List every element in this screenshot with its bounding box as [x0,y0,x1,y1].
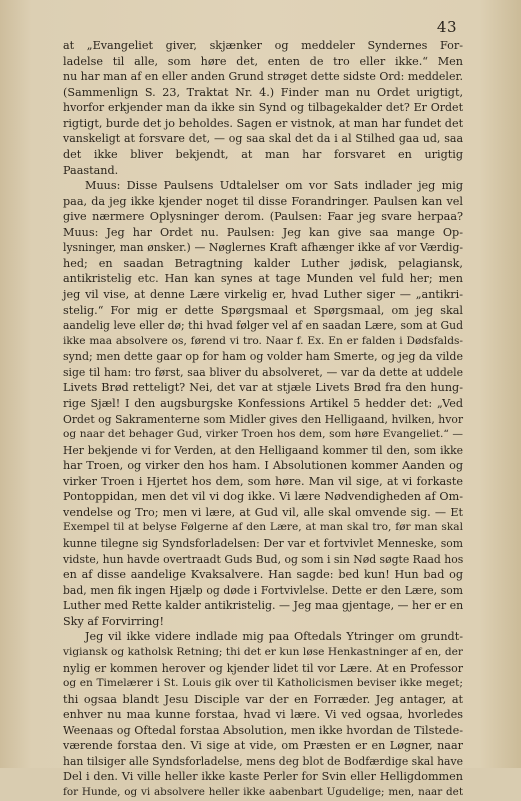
text-line: for Hunde, og vi absolvere heller ikke aabenbart Ugudelige; men, naar det [63,786,463,798]
text-line: bad, men fik ingen Hjælp og døde i Fortvivlelse. Dette er den Lære, som [63,583,463,597]
text-line: jeg vil vise, at denne Lære virkelig er, hvad Luther siger — „antikri- [63,288,463,301]
text-line: paa, da jeg ikke kjender noget til disse Forandringer. Paulsen kan vel [63,194,463,208]
text-line: har Troen, og virker den hos ham. I Absolutionen kommer Aanden og [63,459,463,473]
text-line: og en Timelærer i St. Louis gik over til Katholicismen beviser ikke meget; [63,677,463,690]
text-line: Jeg vil ikke videre indlade mig paa Oftedals Ytringer om grundt- [85,630,463,644]
text-line: vidste, hun havde overtraadt Guds Bud, og som i sin Nød søgte Raad hos [63,552,464,566]
text-line: ikke maa absolvere os, førend vi tro. Naar f. Ex. En er falden i Dødsfalds- [63,334,463,347]
text-line: (Sammenlign S. 23, Traktat Nr. 4.) Finder man nu Ordet urigtigt, [63,85,463,99]
text-line: kunne tilegne sig Syndsforladelsen: Der var et fortvivlet Menneske, som [63,537,463,550]
text-line: hed; en saadan Betragtning kalder Luther jødisk, pelagiansk, [63,256,463,270]
text-line: og naar det behager Gud, virker Troen hos dem, som høre Evangeliet.“ — [63,428,463,441]
text-line: Her bekjende vi for Verden, at den Helligaand kommer til den, som ikke [63,443,463,457]
text-line: hvorfor erkjender man da ikke sin Synd og tilbagekalder det? Er Ordet [63,101,463,115]
text-line: thi ogsaa blandt Jesu Disciple var der en Forræder. Jeg antager, at [63,692,463,706]
text-line: virker Troen i Hjertet hos dem, som høre. Man vil sige, at vi forkaste [63,474,463,488]
text-line: nu har man af en eller anden Grund strøget dette sidste Ord: meddeler. [63,70,463,84]
text-line: synd; men dette gaar op for ham og volder ham Smerte, og jeg da vilde [63,350,463,364]
text-line: det ikke bliver bekjendt, at man har forsvaret en urigtig [63,147,463,161]
text-line: aandelig leve eller dø; thi hvad følger vel af en saadan Lære, som at Gud [63,319,463,333]
text-line: ladelse til alle, som høre det, enten de tro eller ikke.“ Men [63,54,463,68]
text-line: lysninger, man ønsker.) — Nøglernes Kraft afhænger ikke af vor Værdig- [63,241,463,255]
text-line: Pontoppidan, men det vil vi dog ikke. Vi lære Nødvendigheden af Om- [63,490,463,504]
text-line: at „Evangeliet giver, skjænker og meddeler Syndernes For- [63,39,463,52]
text-line: Muus: Jeg har Ordet nu. Paulsen: Jeg kan give saa mange Op- [63,225,463,239]
text-line: vigiansk og katholsk Retning; thi det er kun løse Henkastninger af en, der [63,645,463,658]
text-line: vendelse og Tro; men vi lære, at Gud vil, alle skal omvende sig. — Et [63,505,463,519]
text-line: Luther med Rette kalder antikristelig. — Jeg maa gjentage, — her er en [63,599,464,613]
text-line: Exempel til at belyse Følgerne af den Lære, at man skal tro, før man skal [63,521,463,534]
text-line: antikristelig etc. Han kan synes at tage Munden vel fuld her; men [63,272,463,286]
text-line: han tilsiger alle Syndsforladelse, mens deg blot de Bodfærdige skal have [63,754,463,768]
text-line: rigtigt, burde det jo beholdes. Sagen er vistnok, at man har fundet det [63,116,464,130]
text-line: nylig er kommen herover og kjender lidet til vor Lære. At en Professor [63,661,463,675]
text-line: vanskeligt at forsvare det, — og saa skal det da i al Stilhed gaa ud, saa [63,132,463,146]
text-line: Muus: Disse Paulsens Udtalelser om vor Sats indlader jeg mig [85,179,463,193]
text-line: Weenaas og Oftedal forstaa Absolution, men ikke hvordan de Tilstede- [63,723,463,737]
text-line: Sky af Forvirring! [63,614,164,628]
text-line: Paastand. [63,163,119,177]
text-line: Del i den. Vi ville heller ikke kaste Perler for Svin eller Helligdommen [63,770,463,784]
text-line: Ordet og Sakramenterne som Midler gives den Helligaand, hvilken, hvor [63,412,463,426]
text-line: rige Sjæl! I den augsburgske Konfessions Artikel 5 hedder det: „Ved [63,396,463,410]
text-line: Livets Brød retteligt? Nei, det var at stjæle Livets Brød fra den hung- [63,381,463,395]
text-line: enhver nu maa kunne forstaa, hvad vi lære. Vi ved ogsaa, hvorledes [63,708,463,722]
page-number: 43 [436,18,457,36]
text-line: en af disse aandelige Kvaksalvere. Han sagde: bed kun! Hun bad og [63,568,463,582]
text-line: stelig.“ For mig er dette Spørgsmaal et Spørgsmaal, om jeg skal [63,303,463,317]
body-text [63,38,463,801]
text-line: sige til ham: tro først, saa bliver du absolveret, — var da dette at uddele [63,365,463,379]
text-line: give nærmere Oplysninger derom. (Paulsen: Faar jeg svare herpaa? [63,210,463,224]
text-line: værende forstaa den. Vi sige at vide, om Præsten er en Løgner, naar [63,739,463,753]
